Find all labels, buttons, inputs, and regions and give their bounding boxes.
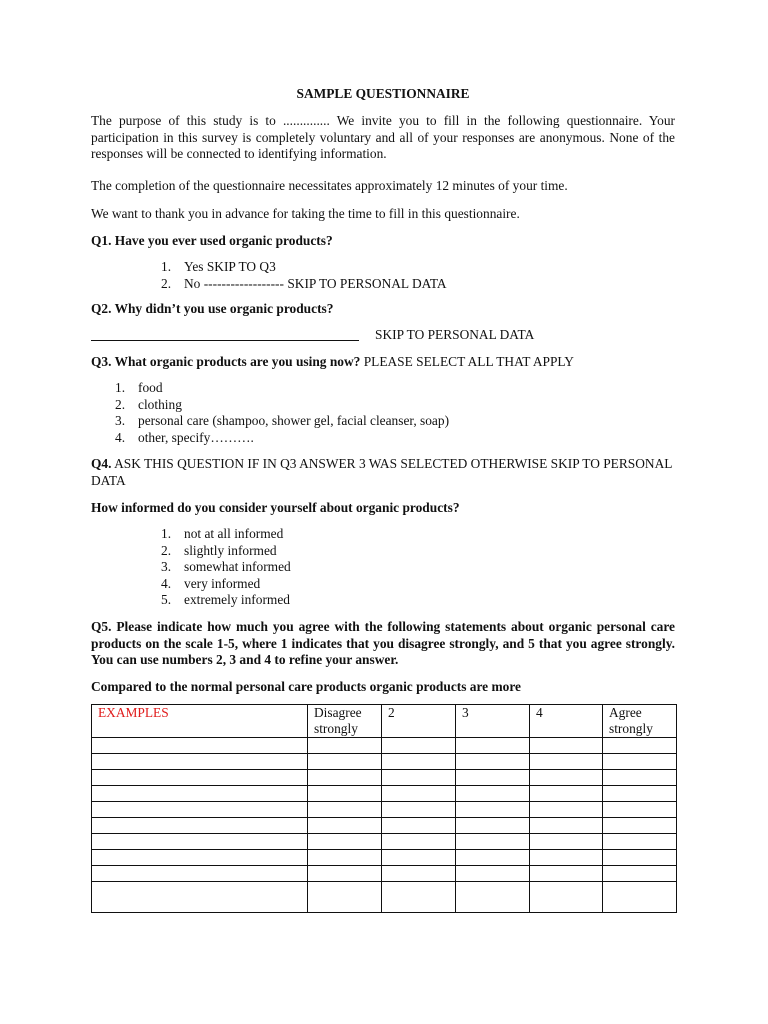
table-cell-rating[interactable] — [382, 818, 456, 834]
table-cell-example[interactable] — [92, 834, 308, 850]
table-row — [92, 882, 677, 913]
table-cell-example[interactable] — [92, 754, 308, 770]
q3-option-4[interactable]: 4. other, specify………. — [115, 429, 254, 445]
table-cell-rating[interactable] — [308, 770, 382, 786]
table-cell-rating[interactable] — [603, 786, 677, 802]
table-cell-rating[interactable] — [530, 818, 603, 834]
table-cell-rating[interactable] — [456, 786, 530, 802]
table-cell-rating[interactable] — [382, 754, 456, 770]
table-cell-rating[interactable] — [530, 770, 603, 786]
table-row — [92, 786, 677, 802]
table-cell-example[interactable] — [92, 802, 308, 818]
table-cell-rating[interactable] — [456, 738, 530, 754]
q1-option-1[interactable]: 1. Yes SKIP TO Q3 — [161, 259, 276, 274]
q2-skip-instruction: SKIP TO PERSONAL DATA — [375, 327, 535, 342]
table-row — [92, 834, 677, 850]
intro-purpose: The purpose of this study is to .............. We invite you to fill in the following questionnaire. Your participation in this survey is completely voluntary and all of your responses are anonymous. None of the responses will be connected to identifying information. — [91, 113, 675, 162]
intro-completion: The completion of the questionnaire necessitates approximately 12 minutes of your time. — [91, 178, 568, 193]
q3-option-2[interactable]: 2. clothing — [115, 396, 182, 412]
q5-question: Q5. Please indicate how much you agree with the following statements about organic personal care products on the scale 1-5, where 1 indicates that you disagree strongly, and 5 that you agree strongly. You can use numbers 2, 3 and 4 to refine your answer. — [91, 619, 675, 668]
q4-option-2[interactable]: 2. slightly informed — [161, 542, 277, 558]
table-row — [92, 770, 677, 786]
q4-option-5[interactable]: 5. extremely informed — [161, 592, 290, 608]
table-cell-rating[interactable] — [456, 754, 530, 770]
table-cell-rating[interactable] — [382, 786, 456, 802]
table-cell-rating[interactable] — [308, 882, 382, 913]
table-cell-rating[interactable] — [530, 802, 603, 818]
table-cell-rating[interactable] — [456, 866, 530, 882]
table-cell-rating[interactable] — [308, 738, 382, 754]
table-cell-rating[interactable] — [530, 834, 603, 850]
q1-options — [161, 259, 447, 292]
table-cell-example[interactable] — [92, 786, 308, 802]
table-header-4: 4 — [530, 705, 603, 738]
q3-options — [115, 380, 450, 446]
table-header-row — [92, 705, 677, 738]
table-header-3: 3 — [456, 705, 530, 738]
table-header-2: 2 — [382, 705, 456, 738]
table-cell-rating[interactable] — [603, 866, 677, 882]
table-cell-rating[interactable] — [456, 818, 530, 834]
q5-subheading: Compared to the normal personal care products organic products are more — [91, 679, 521, 694]
table-row — [92, 850, 677, 866]
table-cell-rating[interactable] — [530, 866, 603, 882]
table-cell-rating[interactable] — [308, 754, 382, 770]
table-cell-rating[interactable] — [530, 754, 603, 770]
table-header-examples: EXAMPLES — [92, 705, 308, 738]
table-row — [92, 802, 677, 818]
table-cell-rating[interactable] — [603, 754, 677, 770]
table-cell-example[interactable] — [92, 738, 308, 754]
table-cell-rating[interactable] — [530, 786, 603, 802]
rating-table — [91, 704, 677, 913]
q3-option-1[interactable]: 1. food — [115, 380, 163, 395]
table-cell-rating[interactable] — [530, 850, 603, 866]
q1-option-2[interactable]: 2. No ------------------ SKIP TO PERSONAL DATA — [161, 275, 447, 291]
table-cell-rating[interactable] — [308, 802, 382, 818]
table-cell-example[interactable] — [92, 882, 308, 913]
q3-instruction: PLEASE SELECT ALL THAT APPLY — [363, 354, 574, 369]
q4-option-1[interactable]: 1. not at all informed — [161, 526, 284, 541]
table-row — [92, 738, 677, 754]
table-cell-rating[interactable] — [603, 770, 677, 786]
table-cell-rating[interactable] — [308, 850, 382, 866]
table-cell-rating[interactable] — [308, 786, 382, 802]
table-cell-example[interactable] — [92, 850, 308, 866]
table-cell-rating[interactable] — [382, 882, 456, 913]
table-cell-rating[interactable] — [456, 882, 530, 913]
table-cell-rating[interactable] — [456, 802, 530, 818]
table-row — [92, 754, 677, 770]
table-row — [92, 818, 677, 834]
page-title: SAMPLE QUESTIONNAIRE — [296, 86, 470, 101]
table-cell-rating[interactable] — [603, 818, 677, 834]
table-cell-rating[interactable] — [456, 834, 530, 850]
table-cell-example[interactable] — [92, 866, 308, 882]
table-header-disagree-strongly: Disagree strongly — [308, 705, 382, 738]
table-header-agree-strongly: Agree strongly — [603, 705, 677, 738]
q4-instruction: ASK THIS QUESTION IF IN Q3 ANSWER 3 WAS SELECTED OTHERWISE SKIP TO PERSONAL DATA — [91, 456, 672, 488]
q2-answer-line[interactable] — [91, 327, 661, 345]
table-cell-rating[interactable] — [382, 866, 456, 882]
q1-question: Q1. Have you ever used organic products? — [91, 233, 333, 248]
table-cell-rating[interactable] — [308, 866, 382, 882]
q2-question: Q2. Why didn’t you use organic products? — [91, 301, 334, 316]
table-body — [92, 738, 677, 913]
table-cell-rating[interactable] — [308, 818, 382, 834]
q4-question: How informed do you consider yourself about organic products? — [91, 500, 460, 515]
q4-instruction-line — [91, 456, 675, 489]
table-cell-rating[interactable] — [530, 882, 603, 913]
q3-option-3[interactable]: 3. personal care (shampoo, shower gel, facial cleanser, soap) — [115, 413, 450, 429]
intro-thanks: We want to thank you in advance for taking the time to fill in this questionnaire. — [91, 206, 520, 221]
q3-question: Q3. What organic products are you using now? — [91, 354, 361, 369]
table-cell-rating[interactable] — [382, 738, 456, 754]
table-cell-rating[interactable] — [603, 738, 677, 754]
q4-options — [161, 526, 291, 609]
answer-underline — [91, 340, 359, 341]
q3-question-line — [91, 354, 675, 371]
table-cell-rating[interactable] — [603, 802, 677, 818]
table-cell-rating[interactable] — [382, 770, 456, 786]
table-cell-rating[interactable] — [382, 834, 456, 850]
table-cell-rating[interactable] — [603, 882, 677, 913]
table-cell-rating[interactable] — [456, 850, 530, 866]
table-cell-example[interactable] — [92, 770, 308, 786]
table-cell-rating[interactable] — [308, 834, 382, 850]
table-cell-rating[interactable] — [382, 802, 456, 818]
q4-label: Q4. — [91, 456, 112, 471]
table-cell-example[interactable] — [92, 818, 308, 834]
table-cell-rating[interactable] — [456, 770, 530, 786]
table-cell-rating[interactable] — [530, 738, 603, 754]
q4-option-3[interactable]: 3. somewhat informed — [161, 559, 291, 575]
table-cell-rating[interactable] — [382, 850, 456, 866]
table-row — [92, 866, 677, 882]
table-cell-rating[interactable] — [603, 850, 677, 866]
q4-option-4[interactable]: 4. very informed — [161, 575, 261, 591]
table-cell-rating[interactable] — [603, 834, 677, 850]
